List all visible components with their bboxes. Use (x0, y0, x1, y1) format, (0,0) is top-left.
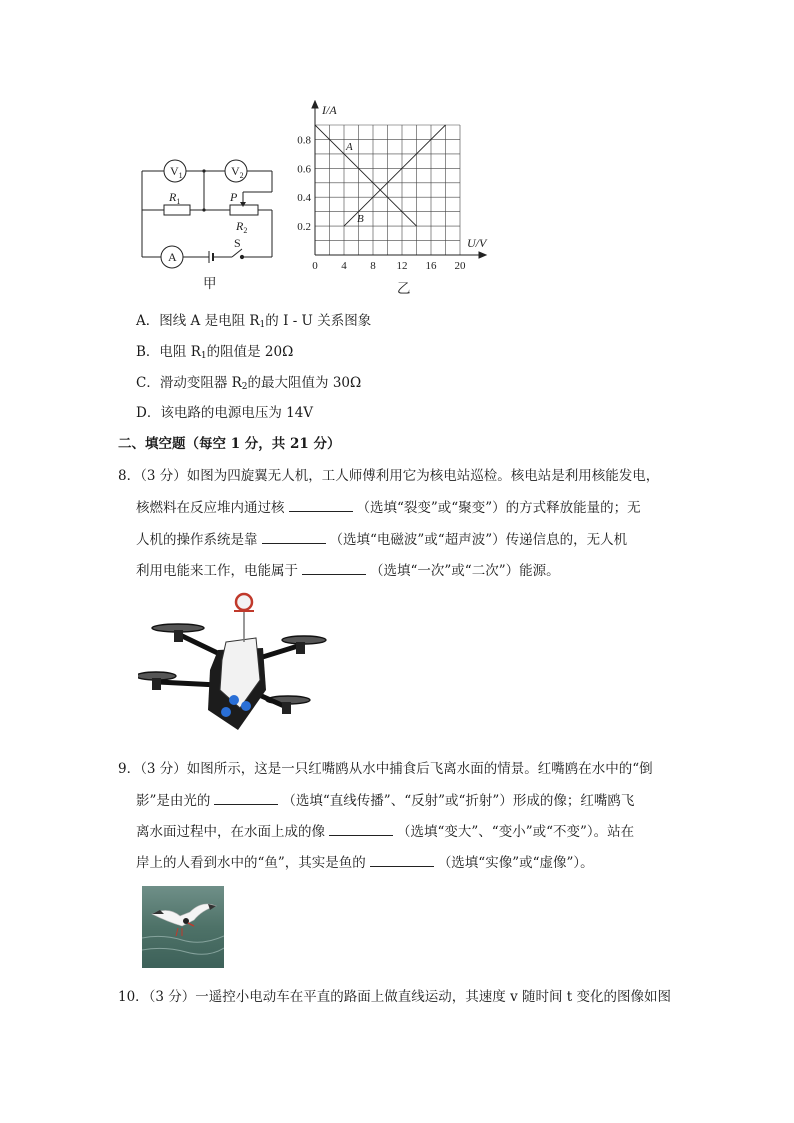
y-tick-label: 0.4 (297, 192, 311, 205)
x-axis-arrow (479, 252, 486, 258)
x-tick-label: 0 (312, 260, 318, 272)
q9-blank-1[interactable] (214, 790, 278, 805)
q7-option-a: A．图线 A 是电阻 $R_1$的 I - U 关系图象 (136, 313, 372, 330)
q9-line-3: 离水面过程中，在水面上成的像 （选填“变大”、“变小”或“不变”）。站在 (136, 821, 634, 842)
y-tick-label: 0.2 (297, 221, 311, 234)
q7-option-c: C．滑动变阻器 $R_2$的最大阻值为 30Ω (136, 375, 362, 392)
x-axis-label: U/V (467, 236, 487, 250)
q9-blank-2[interactable] (329, 821, 393, 836)
gull-photo (142, 886, 224, 968)
y-tick-label: 0.6 (297, 163, 311, 176)
line-a-label: A (346, 141, 353, 153)
q8-blank-2[interactable] (262, 529, 326, 544)
ammeter-label: A (168, 250, 177, 264)
figure-yi-caption: 乙 (397, 281, 411, 297)
y-axis-label: I/A (322, 103, 337, 117)
x-tick-label: 8 (370, 260, 376, 272)
q9-line-1: 9．（3 分）如图所示，这是一只红嘴鸥从水中捕食后飞离水面的情景。红嘴鸥在水中的“倒 (118, 761, 653, 777)
q9-line-2: 影”是由光的 （选填“直线传播”、“反射”或“折射”）形成的像；红嘴鸥飞 (136, 790, 634, 811)
line-b-label: B (357, 213, 364, 225)
y-tick-label: 0.8 (297, 134, 311, 147)
r2-label: $R_2$ (236, 219, 248, 235)
q8-blank-3[interactable] (302, 560, 366, 575)
iu-graph (285, 100, 495, 285)
q8-line-1: 8．（3 分）如图为四旋翼无人机，工人师傅利用它为核电站巡检。核电站是利用核能发电， (118, 468, 660, 484)
q8-blank-1[interactable] (289, 497, 353, 512)
q9-blank-3[interactable] (370, 852, 434, 867)
r1-label: $R_1$ (169, 190, 181, 206)
series-line-b (344, 125, 446, 226)
q8-line-3: 人机的操作系统是靠 （选填“电磁波”或“超声波”）传递信息的，无人机 (136, 529, 627, 550)
q8-line-4: 利用电能来工作，电能属于 （选填“一次”或“二次”）能源。 (136, 560, 560, 581)
q8-line-2: 核燃料在反应堆内通过核 （选填“裂变”或“聚变”）的方式释放能量的；无 (136, 497, 641, 518)
q10-line-1: 10．（3 分）一遥控小电动车在平直的路面上做直线运动，其速度 v 随时间 t 变化的图像如图 (118, 989, 672, 1005)
x-tick-label: 12 (396, 260, 408, 272)
v1-label: $V_1$ (170, 164, 183, 180)
section-title: 二、填空题（每空 1 分，共 21 分） (118, 436, 341, 452)
x-tick-label: 16 (425, 260, 437, 272)
slider-p-label: P (230, 190, 238, 204)
series-line-a (315, 125, 417, 226)
drone-image (138, 590, 328, 740)
x-tick-label: 4 (341, 260, 347, 272)
figure-jia-caption: 甲 (203, 276, 217, 292)
y-axis-arrow (312, 101, 318, 108)
x-tick-label: 20 (454, 260, 466, 272)
q7-option-d: D．该电路的电源电压为 14V (136, 405, 314, 421)
v2-label: $V_2$ (231, 164, 244, 180)
q9-line-4: 岸上的人看到水中的“鱼”，其实是鱼的 （选填“实像”或“虚像”）。 (136, 852, 594, 873)
switch-label: S (234, 236, 241, 250)
q7-option-b: B．电阻 $R_1$的阻值是 20Ω (136, 344, 294, 361)
